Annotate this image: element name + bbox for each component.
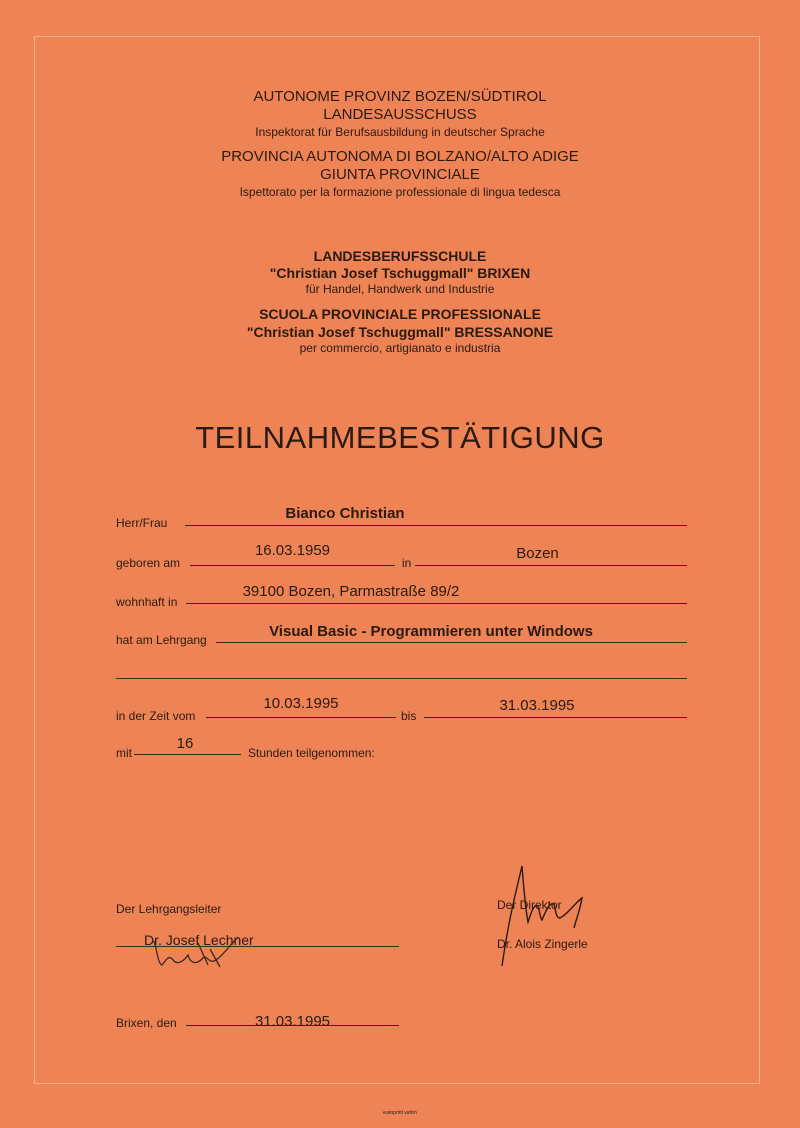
header-de-committee: LANDESAUSSCHUSS (323, 106, 477, 123)
school-it-named-after: "Christian Josef Tschuggmall" BRESSANONE (246, 324, 554, 340)
residence-label: wohnhaft in (116, 595, 178, 609)
hours-value: 16 (176, 735, 194, 752)
period-to-label: bis (401, 709, 417, 723)
director-signature (488, 862, 598, 977)
period-label: in der Zeit vom (116, 709, 196, 723)
born-line (190, 565, 395, 566)
director-label: Der Direktor (497, 898, 562, 912)
director-name: Dr. Alois Zingerle (497, 937, 588, 951)
header-de-inspectorate: Inspektorat für Berufsausbildung in deutscher Sprache (255, 125, 545, 139)
header-it-inspectorate: Ispettorato per la formazione professionale di lingua tedesca (239, 185, 561, 199)
born-label: geboren am (116, 556, 181, 570)
header-de-province: AUTONOME PROVINZ BOZEN/SÜDTIROL (253, 88, 547, 105)
name-line (185, 525, 687, 526)
printer-mark: europrint vahrn (383, 1110, 417, 1116)
residence-value: 39100 Bozen, Parmastraße 89/2 (242, 583, 460, 600)
birthplace-value: Bozen (516, 545, 559, 562)
birthplace-label: in (402, 556, 412, 570)
residence-line (186, 603, 687, 604)
period-to-value: 31.03.1995 (499, 697, 575, 714)
school-de-named-after: "Christian Josef Tschuggmall" BRIXEN (269, 265, 531, 281)
school-de-subject: für Handel, Handwerk und Industrie (305, 282, 495, 296)
course-label: hat am Lehrgang (116, 633, 207, 647)
school-it-subject: per commercio, artigianato e industria (299, 341, 501, 355)
course-line (216, 642, 687, 643)
school-de-name: LANDESBERUFSSCHULE (313, 248, 487, 264)
leader-name: Dr. Josef Lechner (144, 932, 254, 948)
period-from-value: 10.03.1995 (263, 695, 339, 712)
course-line-2 (116, 678, 687, 679)
header-it-committee: GIUNTA PROVINCIALE (320, 166, 480, 183)
leader-signature (150, 925, 250, 975)
period-from-line (206, 717, 396, 718)
hours-line (134, 754, 241, 755)
header-it-province: PROVINCIA AUTONOMA DI BOLZANO/ALTO ADIGE (221, 148, 579, 165)
school-it-name: SCUOLA PROVINCIALE PROFESSIONALE (259, 306, 541, 322)
name-label: Herr/Frau (116, 516, 168, 530)
birthplace-line (415, 565, 687, 566)
certificate-title: TEILNAHMEBESTÄTIGUNG (195, 420, 605, 455)
hours-prefix: mit (116, 746, 132, 760)
course-value: Visual Basic - Programmieren unter Windows (269, 623, 593, 640)
place-date-value: 31.03.1995 (254, 1013, 331, 1030)
place-date-label: Brixen, den (116, 1016, 177, 1030)
name-value: Bianco Christian (285, 505, 405, 522)
hours-suffix: Stunden teilgenommen: (248, 746, 375, 760)
born-value: 16.03.1959 (254, 542, 331, 559)
leader-label: Der Lehrgangsleiter (116, 902, 222, 916)
period-to-line (424, 717, 687, 718)
